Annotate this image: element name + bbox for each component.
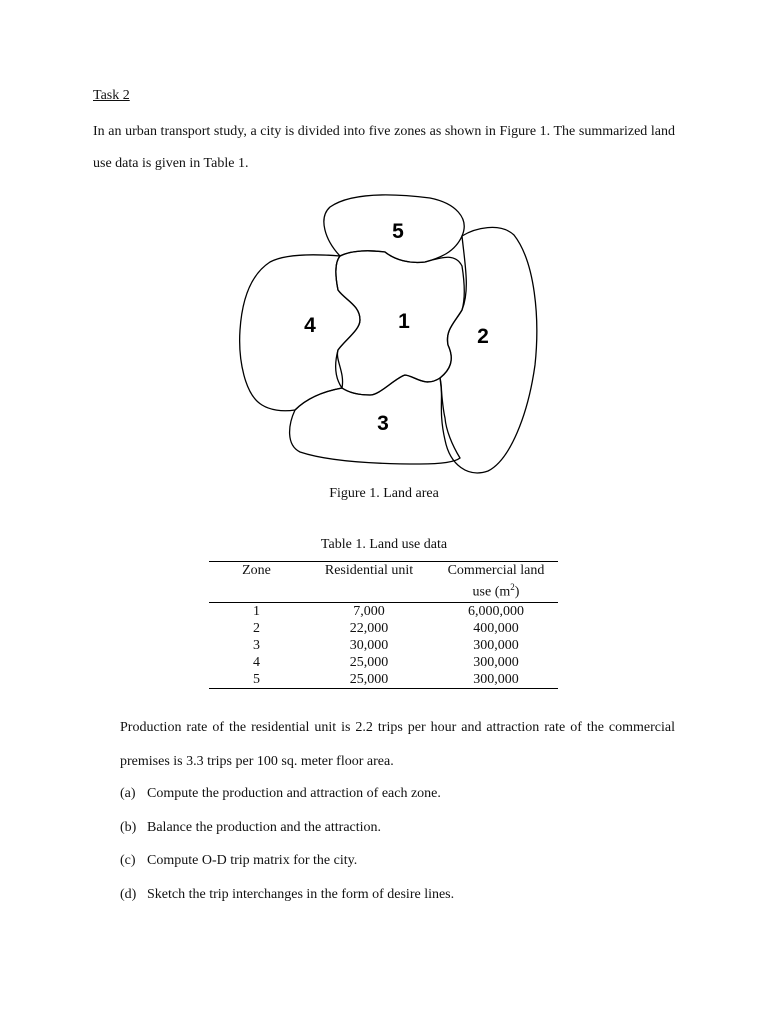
question-text: Compute O-D trip matrix for the city. xyxy=(147,853,358,868)
question-text: Compute the production and attraction of each zone. xyxy=(147,786,441,801)
cell-residential: 25,000 xyxy=(349,654,389,670)
table-row xyxy=(209,602,558,620)
cell-residential: 25,000 xyxy=(304,671,434,689)
question-item xyxy=(120,820,381,836)
question-item xyxy=(120,853,357,869)
question-label: (a) xyxy=(120,786,136,801)
cell-commercial: 300,000 xyxy=(473,654,519,670)
header-commercial xyxy=(434,562,558,603)
cell-residential: 7,000 xyxy=(353,603,385,619)
question-item xyxy=(120,786,441,802)
cell-zone: 4 xyxy=(253,654,260,670)
production-paragraph: Production rate of the residential unit is 2.2 trips per hour and attraction rate of the commercial premises is 3.3 trips per 100 sq. meter floor area. xyxy=(120,720,675,769)
cell-commercial: 300,000 xyxy=(473,637,519,653)
cell-commercial: 400,000 xyxy=(473,620,519,636)
task-title: Task 2 xyxy=(93,88,130,103)
header-commercial-line1: Commercial land xyxy=(447,563,545,578)
table-header-row xyxy=(209,562,558,603)
table-caption: Table 1. Land use data xyxy=(320,537,448,552)
cell-residential: 22,000 xyxy=(349,620,389,636)
cell-zone: 5 xyxy=(209,671,304,689)
land-use-table xyxy=(209,561,558,689)
cell-commercial: 300,000 xyxy=(434,671,558,689)
zone-2-shape xyxy=(440,227,537,472)
question-text: Sketch the trip interchanges in the form of desire lines. xyxy=(147,887,455,902)
zone-label-1: 1 xyxy=(398,310,410,333)
header-commercial-sup: 2 xyxy=(510,582,515,592)
table-row xyxy=(209,671,558,689)
cell-zone: 2 xyxy=(253,620,260,636)
question-label: (d) xyxy=(120,887,137,902)
cell-commercial: 6,000,000 xyxy=(468,603,524,619)
header-zone: Zone xyxy=(209,562,304,603)
question-label: (c) xyxy=(120,853,136,868)
question-text: Balance the production and the attraction. xyxy=(147,820,382,835)
zone-3-shape xyxy=(290,375,460,464)
table-row xyxy=(209,654,558,671)
zone-label-2: 2 xyxy=(477,325,489,348)
header-commercial-line2: use (m xyxy=(472,584,511,600)
table-row xyxy=(209,637,558,654)
question-item xyxy=(120,887,454,903)
question-label: (b) xyxy=(120,820,137,835)
table-row xyxy=(209,620,558,637)
cell-residential: 30,000 xyxy=(349,637,389,653)
figure-caption: Figure 1. Land area xyxy=(329,486,439,501)
zone-label-3: 3 xyxy=(377,412,389,435)
cell-zone: 3 xyxy=(253,637,260,653)
land-area-figure xyxy=(228,192,548,482)
intro-paragraph: In an urban transport study, a city is divided into five zones as shown in Figure 1. The summarized land use data is given in Table 1. xyxy=(93,124,675,171)
zone-label-5: 5 xyxy=(392,220,404,243)
zone-label-4: 4 xyxy=(304,314,316,337)
header-commercial-close: ) xyxy=(514,584,520,600)
cell-zone: 1 xyxy=(253,603,260,619)
header-residential: Residential unit xyxy=(304,562,434,603)
